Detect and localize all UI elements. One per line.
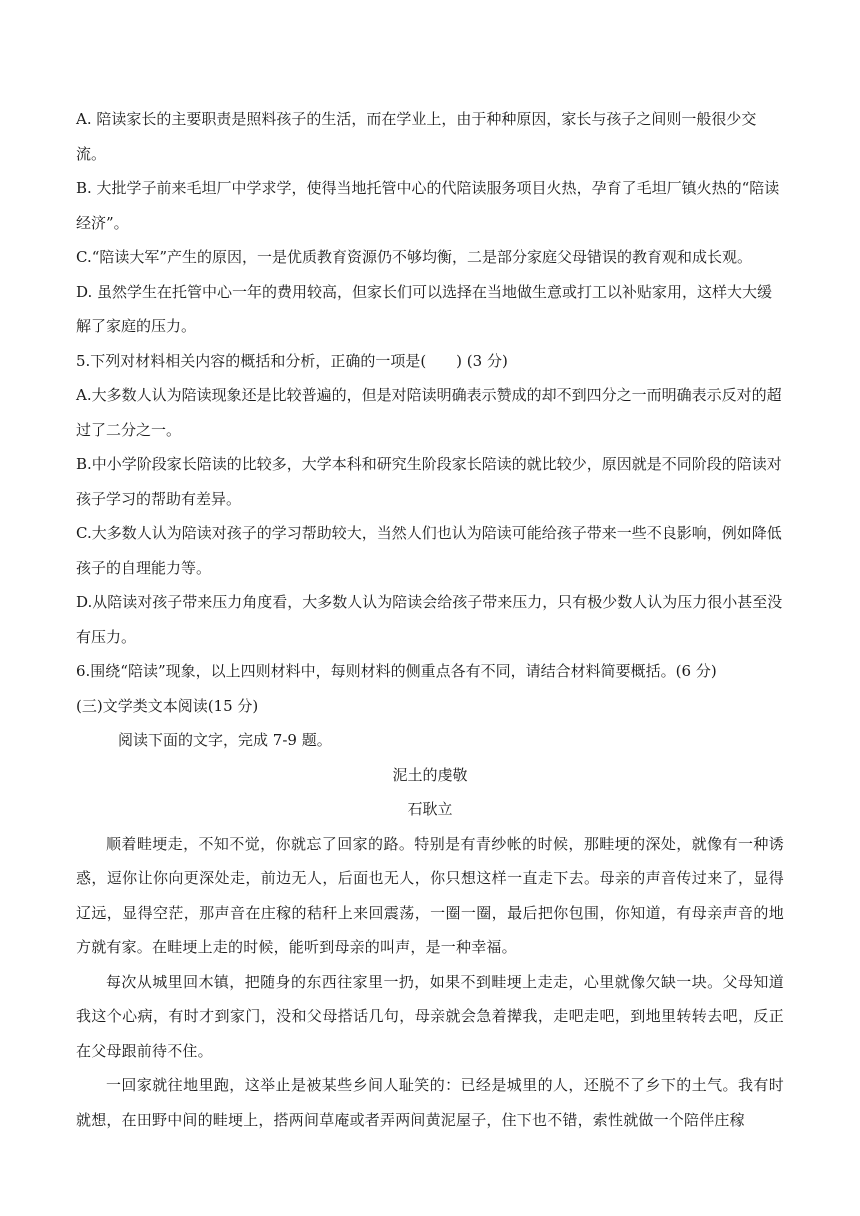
q4-option-d: D. 虽然学生在托管中心一年的费用较高，但家长们可以选择在当地做生意或打工以补贴家用，这样大大缓解了家庭的压力。 <box>76 282 773 335</box>
q4-option-a: A. 陪读家长的主要职责是照料孩子的生活，而在学业上，由于种种原因，家长与孩子之间则一般很少交流。 <box>76 110 757 163</box>
article-paragraph: 一回家就往地里跑，这举止是被某些乡间人耻笑的：已经是城里的人，还脱不了乡下的土气。我有时就想，在田野中间的畦埂上，搭两间草庵或者弄两间黄泥屋子，住下也不错，索性就做一个陪伴庄稼 <box>76 1076 784 1129</box>
reading-instruction: 阅读下面的文字，完成 7-9 题。 <box>118 731 332 749</box>
q6-stem: 6.围绕“陪读”现象，以上四则材料中，每则材料的侧重点各有不同，请结合材料简要概括。(6 分) <box>76 662 717 680</box>
q5-stem: 5.下列对材料相关内容的概括和分析，正确的一项是( ) (3 分) <box>76 351 508 370</box>
article-body <box>76 827 784 1138</box>
q5-option-a: A.大多数人认为陪读现象还是比较普遍的，但是对陪读明确表示赞成的却不到四分之一而明确表示反对的超过了二分之一。 <box>76 386 782 439</box>
q5-option-c: C.大多数人认为陪读对孩子的学习帮助较大，当然人们也认为陪读可能给孩子带来一些不良影响，例如降低孩子的自理能力等。 <box>76 524 782 577</box>
q5-options <box>76 378 784 654</box>
q4-option-c: C.“陪读大军”产生的原因，一是优质教育资源仍不够均衡，二是部分家庭父母错误的教育观和成长观。 <box>76 248 753 266</box>
article-paragraph: 顺着畦埂走，不知不觉，你就忘了回家的路。特别是有青纱帐的时候，那畦埂的深处，就像有一种诱惑，逗你让你向更深处走，前边无人，后面也无人，你只想这样一直走下去。母亲的声音传过来了，显得辽远，显得空茫，那声音在庄稼的秸秆上来回震荡，一圈一圈，最后把你包围，你知道，有母亲声音的地方就有家。在畦埂上走的时候，能听到母亲的叫声，是一种幸福。 <box>76 834 784 956</box>
article-paragraph: 每次从城里回木镇，把随身的东西往家里一扔，如果不到畦埂上走走，心里就像欠缺一块。父母知道我这个心病，有时才到家门，没和父母搭话几句，母亲就会急着撵我，走吧走吧，到地里转转去吧，反正在父母跟前待不住。 <box>76 972 784 1060</box>
article-title: 泥土的虔敬 <box>392 765 468 784</box>
article-author: 石耿立 <box>407 800 453 818</box>
q5-option-b: B.中小学阶段家长陪读的比较多，大学本科和研究生阶段家长陪读的就比较少，原因就是不同阶段的陪读对孩子学习的帮助有差异。 <box>76 455 782 508</box>
document-page <box>76 102 784 1137</box>
q4-options <box>76 102 784 344</box>
q4-option-b: B. 大批学子前来毛坦厂中学求学，使得当地托管中心的代陪读服务项目火热，孕育了毛坦厂镇火热的“陪读经济”。 <box>76 179 780 232</box>
section-title: (三)文学类文本阅读(15 分) <box>76 696 259 715</box>
q5-option-d: D.从陪读对孩子带来压力角度看，大多数人认为陪读会给孩子带来压力，只有极少数人认为压力很小甚至没有压力。 <box>76 593 783 646</box>
